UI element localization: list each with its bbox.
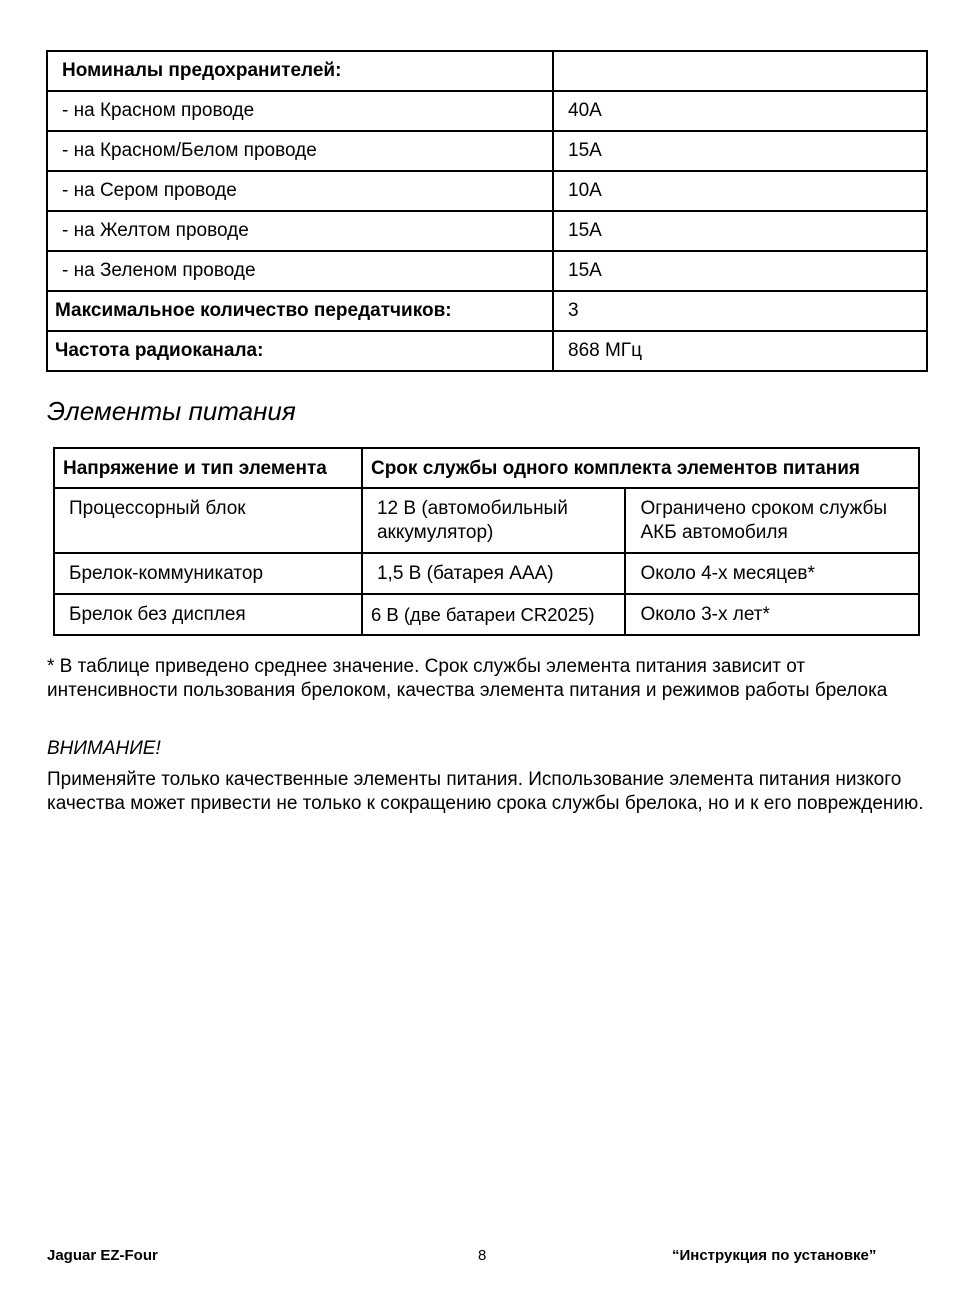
table-row [47, 91, 927, 131]
fuse-value: 10A [553, 171, 927, 211]
fuse-label: - на Зеленом проводе [47, 251, 553, 291]
max-transmitters-label: Максимальное количество передатчиков: [47, 291, 553, 331]
table-header-row [54, 448, 919, 488]
fuse-label: - на Красном проводе [47, 91, 553, 131]
table-row [47, 171, 927, 211]
column-header-service-life: Срок службы одного комплекта элементов питания [362, 448, 919, 488]
device-battery-life: Около 3-х лет* [625, 594, 919, 635]
device-name: Брелок-коммуникатор [54, 553, 362, 594]
fuse-value: 15A [553, 251, 927, 291]
device-voltage: 6 В (две батареи CR2025) [362, 594, 626, 635]
footer-document-title: “Инструкция по установке” [672, 1247, 877, 1264]
fuse-spec-table [46, 50, 928, 372]
frequency-value: 868 МГц [553, 331, 927, 371]
table-row [47, 51, 927, 91]
table-row [47, 331, 927, 371]
table-row [54, 594, 919, 635]
table-row [47, 291, 927, 331]
fuse-value: 15A [553, 131, 927, 171]
power-elements-table [53, 447, 920, 636]
device-name: Процессорный блок [54, 488, 362, 553]
device-battery-life: Около 4-х месяцев* [625, 553, 919, 594]
warning-text: Применяйте только качественные элементы питания. Использование элемента питания низкого качества может привести не только к сокращению срока службы брелока, но и к его повреждению. [47, 769, 924, 814]
max-transmitters-value: 3 [553, 291, 927, 331]
table-row [47, 131, 927, 171]
fuse-value: 15A [553, 211, 927, 251]
table-footnote: * В таблице приведено среднее значение. Срок службы элемента питания зависит от интенсивности пользования брелоком, качества элемента питания и режимов работы брелока [47, 656, 888, 701]
fuse-label: - на Желтом проводе [47, 211, 553, 251]
footer-page-number: 8 [478, 1247, 487, 1264]
fuse-label: - на Сером проводе [47, 171, 553, 211]
device-name: Брелок без дисплея [54, 594, 362, 635]
device-voltage: 12 В (автомобильный аккумулятор) [362, 488, 626, 553]
table-row [54, 553, 919, 594]
fuse-label: - на Красном/Белом проводе [47, 131, 553, 171]
table-row [54, 488, 919, 553]
fuse-ratings-header-empty [553, 51, 927, 91]
fuse-value: 40A [553, 91, 927, 131]
table-row [47, 251, 927, 291]
frequency-label: Частота радиоканала: [47, 331, 553, 371]
table-row [47, 211, 927, 251]
fuse-ratings-header: Номиналы предохранителей: [47, 51, 553, 91]
footer-product-name: Jaguar EZ-Four [47, 1247, 158, 1264]
section-title: Элементы питания [47, 396, 296, 426]
device-battery-life: Ограничено сроком службы АКБ автомобиля [625, 488, 919, 553]
column-header-voltage-type: Напряжение и тип элемента [54, 448, 362, 488]
warning-title: ВНИМАНИЕ! [47, 738, 161, 759]
device-voltage: 1,5 В (батарея ААА) [362, 553, 626, 594]
